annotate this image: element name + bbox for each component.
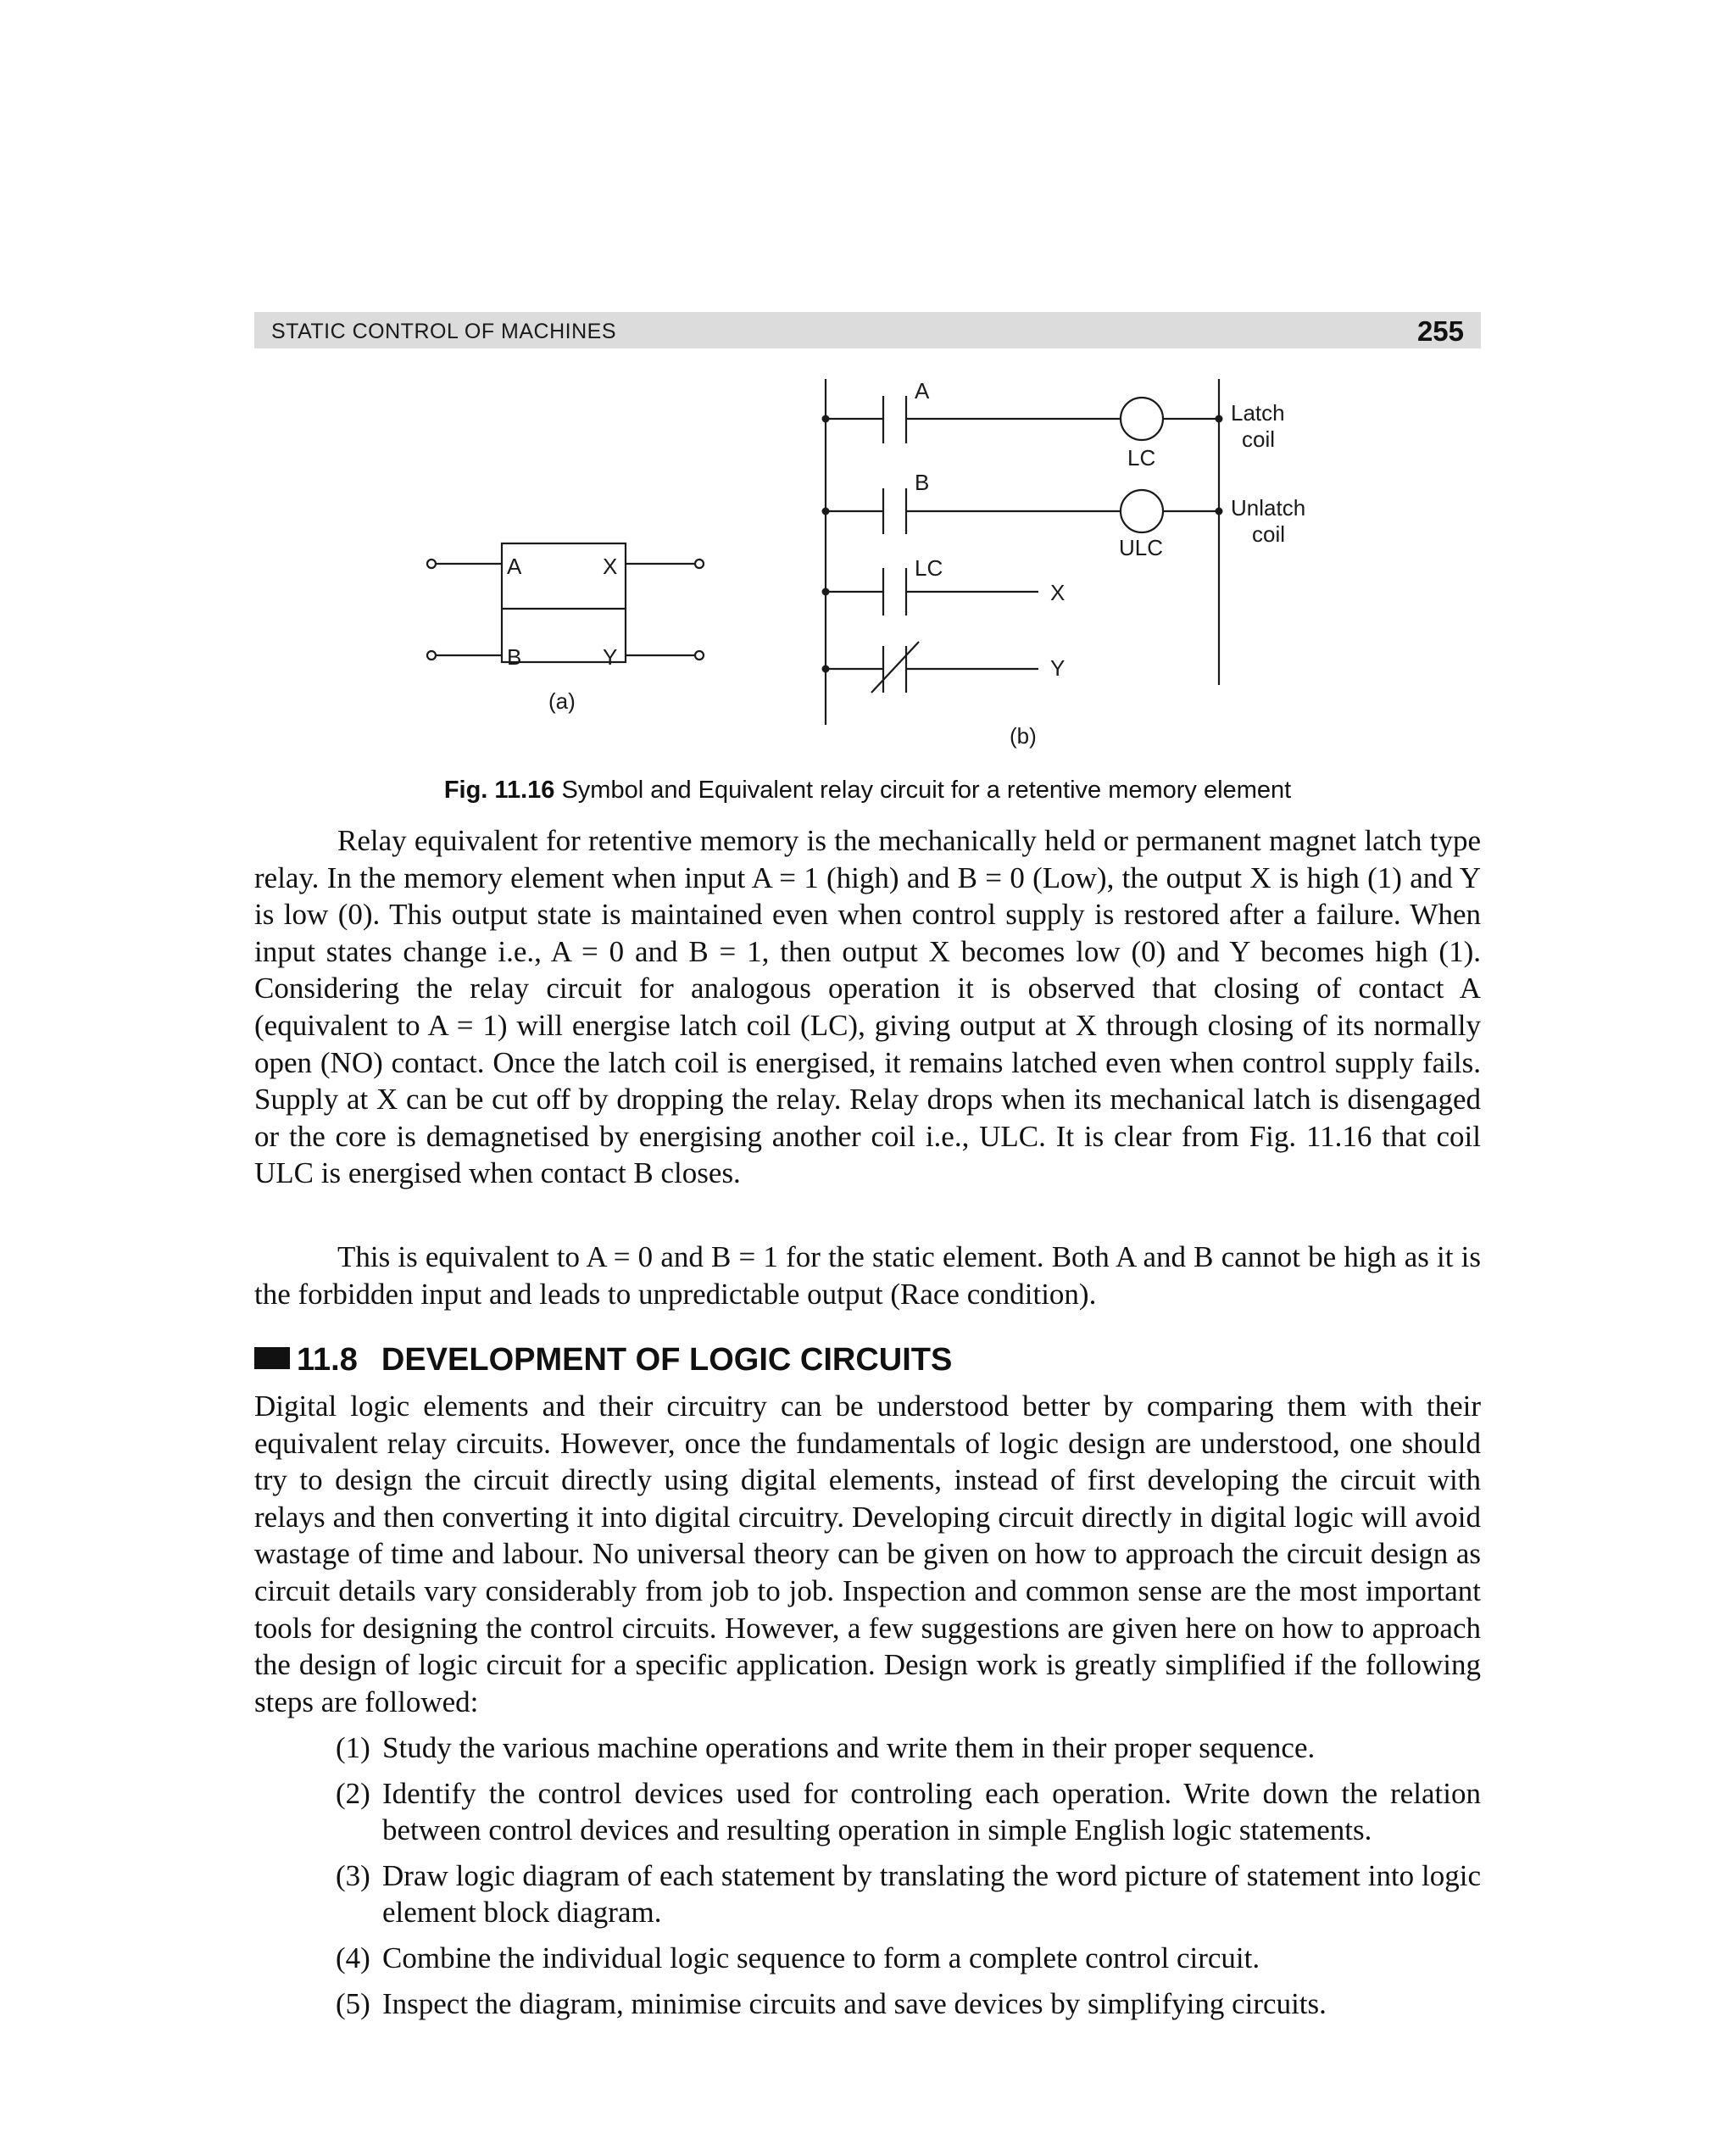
paragraph-forbidden-input: This is equivalent to A = 0 and B = 1 for the static element. Both A and B cannot be high as it is the forbidden input and leads to unpredictable output (Race condition). [254,1240,1481,1311]
step-text: Combine the individual logic sequence to form a complete control circuit. [382,1941,1260,1974]
step-text: Identify the control devices used for controling each operation. Write down the relation between control devices and resulting operation in simple English logic statements. [382,1776,1481,1847]
list-item [336,1729,1481,1767]
output-y-label: Y [1050,655,1066,681]
list-item [336,1775,1481,1849]
step-text: Draw logic diagram of each statement by translating the word picture of statement into logic element block diagram. [382,1858,1481,1930]
contact-lc-label: LC [915,555,943,581]
rail-junction [1216,508,1223,515]
contact-b-label: B [915,470,930,495]
section-number: 11.8 [297,1342,358,1378]
step-text: Inspect the diagram, minimise circuits and save devices by simplifying circuits. [382,1986,1327,2020]
figure-caption-number: Fig. 11.16 [443,777,555,804]
input-a-terminal [427,560,436,568]
unlatch-coil-label-line1: Unlatch [1231,495,1306,521]
latch-coil-label-line1: Latch [1231,400,1285,426]
step-number: (3) [336,1858,370,1892]
rail-junction [822,415,830,423]
panel-b-label: (b) [1010,723,1037,749]
list-item [336,1940,1481,1977]
step-number: (2) [336,1776,370,1810]
nc-contact-slash [871,642,919,693]
rail-junction [822,508,830,515]
list-item [336,1985,1481,2023]
step-number: (4) [336,1941,370,1974]
output-x-terminal [695,560,704,568]
unlatch-coil-symbol [1121,490,1163,532]
section-title: DEVELOPMENT OF LOGIC CIRCUITS [381,1342,953,1378]
section-heading [254,1342,952,1378]
design-steps-list [336,1729,1481,2030]
list-item [336,1857,1481,1931]
figure-caption [254,777,1481,805]
contact-a-label: A [915,378,930,404]
paragraph-logic-design: Digital logic elements and their circuitry can be understood better by comparing them with their equivalent relay circuits. However, once the fundamentals of logic design are understood, one should try to design the circuit directly using digital elements, instead of first developing the circuit with relays and then converting it into digital circuitry. Developing circuit directly in digital logic will avoid wastage of time and labour. No universal theory can be given on how to approach the circuit design as circuit details vary considerably from job to job. Inspection and common sense are the most important tools for designing the control circuits. However, a few suggestions are given here on how to approach the design of logic circuit for a specific application. Design work is greatly simplified if the following steps are followed: [254,1390,1481,1718]
output-y-terminal [695,651,704,660]
step-text: Study the various machine operations and write them in their proper sequence. [382,1731,1316,1764]
latch-coil-symbol [1121,398,1163,440]
coil-ulc-label: ULC [1119,535,1164,560]
running-header-title: STATIC CONTROL OF MACHINES [271,320,616,343]
unlatch-coil-label-line2: coil [1252,521,1286,547]
rail-junction [822,588,830,596]
output-x-label: X [1050,580,1066,605]
figure-caption-text: Symbol and Equivalent relay circuit for a retentive memory element [554,777,1292,804]
step-number: (5) [336,1986,370,2020]
label-x-output: X [603,554,618,579]
input-b-terminal [427,651,436,660]
label-b-input: B [507,644,522,670]
label-y-output: Y [603,644,618,670]
page-number: 255 [1416,315,1464,347]
paragraph-relay-equivalent: Relay equivalent for retentive memory is the mechanically held or permanent magnet latch type relay. In the memory element when input A = 1 (high) and B = 0 (Low), the output X is high (1) and Y is low (0). This output state is maintained even when control supply is restored after a failure. When input states change i.e., A = 0 and B = 1, then output X becomes low (0) and Y becomes high (1). Considering the relay circuit for analogous operation it is observed that closing of contact A (equivalent to A = 1) will energise latch coil (LC), giving output at X through closing of its normally open (NO) contact. Once the latch coil is energised, it remains latched even when control supply fails. Supply at X can be cut off by dropping the relay. Relay drops when its mechanical latch is disengaged or the core is demagnetised by energising another coil i.e., ULC. It is clear from Fig. 11.16 that coil ULC is energised when contact B closes. [254,824,1481,1190]
section-marker-icon [254,1347,290,1369]
step-number: (1) [336,1731,370,1764]
label-a-input: A [507,554,522,579]
panel-a-label: (a) [548,688,576,714]
rail-junction [1216,415,1223,423]
rail-junction [822,666,830,673]
latch-coil-label-line2: coil [1242,426,1276,452]
coil-lc-label: LC [1127,445,1156,471]
